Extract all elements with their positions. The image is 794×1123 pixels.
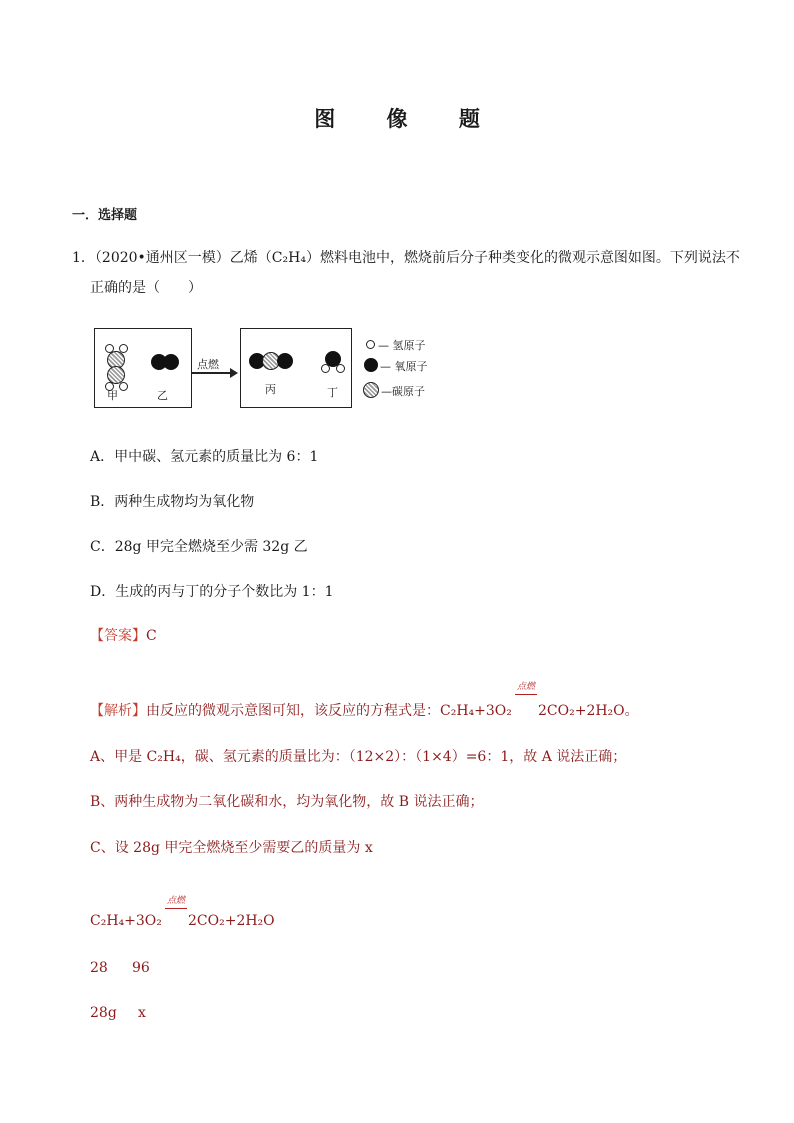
hydrogen-atom <box>336 364 345 373</box>
title-char-3: 题 <box>458 106 480 131</box>
product-box <box>240 328 352 408</box>
label-bing: 丙 <box>265 383 276 396</box>
analysis-c: C、设 28g 甲完全燃烧至少需要乙的质量为 x <box>90 840 373 856</box>
label-jia: 甲 <box>107 389 118 402</box>
condition-label: 点燃 <box>517 682 536 692</box>
arrow-line <box>192 372 232 374</box>
legend-carbon-icon <box>363 382 379 398</box>
arrow-label: 点燃 <box>197 358 219 371</box>
analysis-line <box>90 700 512 720</box>
legend-hydrogen-icon <box>366 340 375 349</box>
ratio-row-2-b: x <box>138 1005 146 1021</box>
equation2-left: C₂H₄+3O₂ <box>90 913 162 929</box>
arrow-head-icon <box>230 368 238 378</box>
equation-right: 2CO₂+2H₂O。 <box>538 703 639 719</box>
hydrogen-atom <box>119 382 128 391</box>
analysis-label: 【解析】 <box>90 703 146 719</box>
option-d: D．生成的丙与丁的分子个数比为 1：1 <box>90 584 334 600</box>
section-heading: 一．选择题 <box>72 208 138 223</box>
condition-label-2: 点燃 <box>167 896 186 906</box>
equation2-right: 2CO₂+2H₂O <box>188 913 275 929</box>
label-yi: 乙 <box>157 389 168 402</box>
label-ding: 丁 <box>327 386 338 399</box>
page-title <box>0 103 794 133</box>
ratio-row-2-a: 28g <box>90 1005 117 1021</box>
oxygen-atom <box>277 353 293 369</box>
answer-value: C <box>146 628 157 644</box>
hydrogen-atom <box>321 364 330 373</box>
option-c: C．28g 甲完全燃烧至少需 32g 乙 <box>90 539 308 555</box>
ratio-row-1-b: 96 <box>132 960 150 976</box>
equation-left: C₂H₄+3O₂ <box>440 703 512 719</box>
option-a: A．甲中碳、氢元素的质量比为 6：1 <box>90 449 319 465</box>
analysis-b: B、两种生成物为二氧化碳和水，均为氧化物，故 B 说法正确； <box>90 794 484 810</box>
condition-bar <box>515 694 537 695</box>
answer-label: 【答案】 <box>90 628 146 644</box>
reactant-box <box>94 328 192 408</box>
analysis-a: A、甲是 C₂H₄，碳、氢元素的质量比为：（12×2）：（1×4）=6：1，故 A 说法正确； <box>90 749 627 765</box>
option-b: B．两种生成物均为氧化物 <box>90 494 255 510</box>
title-char-2: 像 <box>386 106 408 131</box>
analysis-intro: 由反应的微观示意图可知，该反应的方程式是： <box>146 703 440 719</box>
condition-bar-2 <box>165 908 187 909</box>
legend-oxygen-icon <box>364 358 378 372</box>
answer <box>90 625 157 645</box>
question-line-2: 正确的是（ ） <box>90 280 202 296</box>
legend-carbon: —碳原子 <box>381 385 425 398</box>
legend-oxygen: — 氧原子 <box>380 360 428 373</box>
ratio-row-1-a: 28 <box>90 960 108 976</box>
question-line-1: 1．（2020•通州区一模）乙烯（C₂H₄）燃料电池中，燃烧前后分子种类变化的微观示意图如图。下列说法不 <box>72 250 740 266</box>
legend-hydrogen: — 氢原子 <box>378 339 426 352</box>
oxygen-atom <box>163 354 179 370</box>
title-char-1: 图 <box>314 106 336 131</box>
